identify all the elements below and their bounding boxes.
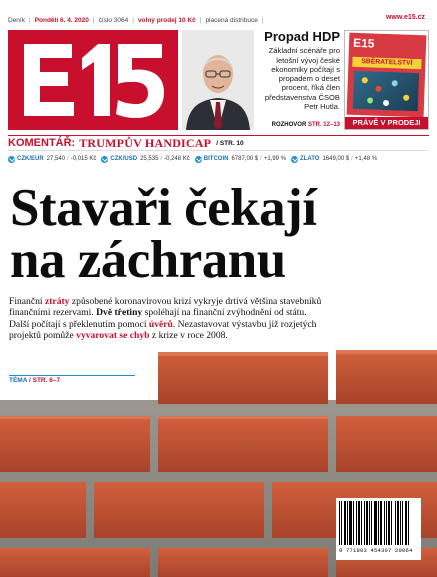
ticker-name: ZLATO [300,156,320,162]
barcode-bars [339,501,418,545]
ticker-item: CZK/EUR 27,540 / -0,015 Kč [8,156,96,163]
ticker-item: CZK/USD 25,535 / -0,248 Kč [101,156,189,163]
highlight-vyvarovat: vyvarovat se chyb [76,330,150,342]
tema-label: TÉMA [9,377,28,384]
top-story-text: Základní scénáře pro letošní vývoj české ekonomiky počítají s propadem o deset procent, říká člen představenstva ČSOB Petr Hutla. [264,46,340,111]
komentar-label: KOMENTÁŘ: [8,137,76,149]
ticker-value: 25,535 [140,156,159,162]
highlight-uveru: úvěrů [148,318,173,330]
supplement-cover [347,33,427,118]
website-link[interactable]: www.e15.cz [385,14,425,21]
barcode-number: 9 771803 454307 20064 [339,547,413,554]
top-story-headline: Propad HDP [264,29,340,44]
issue-number: číslo 3064 [98,16,129,24]
e15-logo [8,30,178,130]
ticker-change: +1,48 % [354,156,378,162]
ticker-icon [291,156,298,163]
top-story-ref-label: ROZHOVOR [271,122,307,128]
komentar-bar[interactable] [8,135,429,151]
ticker-change: -0,248 Kč [164,156,190,162]
market-ticker [8,153,429,165]
ticker-change: -0,015 Kč [70,156,97,162]
price: volný prodej 10 Kč [137,16,196,24]
ticker-change: +1,99 % [263,156,287,162]
supplement-cover-image [353,71,419,111]
barcode [336,498,421,560]
ticker-name: BITCOIN [203,156,229,162]
top-story-ref-pages: STR. 12–13 [307,122,340,128]
ticker-value: 1649,00 $ [322,156,350,162]
supplement-promo[interactable] [344,30,429,130]
ticker-icon [8,156,15,163]
supplement-logo: E15 [352,35,375,51]
supplement-badge: PRÁVĚ V PRODEJI [345,117,428,129]
ticker-icon [101,156,108,163]
masthead-bar: Deník | Pondělí 6. 4. 2020 | číslo 3064 | volný prodej 10 Kč | placená distribuce | www.e15.cz [8,14,425,24]
e15-logo-mark [18,38,168,122]
komentar-title: TRUMPŮV HANDICAP [79,135,212,150]
ticker-icon [195,156,202,163]
ticker-name: CZK/EUR [17,156,44,162]
main-headline-line-1: Stavaři čekají [10,179,317,237]
ticker-item: ZLATO 1649,00 $ / +1,48 % [291,156,377,163]
supplement-title: SBĚRATELSTVÍ [352,57,421,69]
portrait-illustration [182,30,254,130]
komentar-page: / STR. 10 [216,139,244,147]
issue-date: Pondělí 6. 4. 2020 [34,16,89,24]
ticker-value: 27,540 [46,156,66,162]
barcode-addon: 20064 [395,547,413,554]
ticker-item: BITCOIN 6787,00 $ / +1,99 % [195,156,286,163]
main-headline[interactable] [10,179,430,289]
top-story-reference [272,122,340,128]
highlight-dve-tretiny: Dvě třetiny [96,307,143,319]
distribution: placená distribuce [205,16,258,24]
tema-reference[interactable] [9,377,60,384]
ticker-value: 6787,00 $ [231,156,259,162]
tema-pages: / STR. 6–7 [29,377,61,384]
ticker-name: CZK/USD [110,156,138,162]
portrait-photo [182,30,254,130]
main-headline-line-2: na záchranu [10,231,286,289]
main-story-lead: Finanční ztráty způsobené koronavirovou krizí vykryje drtivá většina stavebníků finančními rezervami. Dvě třetiny spoléhají na finanční zvýhodnění od státu. Další počítají s překlenutím pomocí úvěrů. Nezastavovat výstavbu již rozjetých projektů pomůže vyvarovat se chyb z krize v roce 2008. [9,296,322,342]
tema-divider [9,375,135,376]
highlight-ztraty: ztráty [44,296,70,307]
publication-type: Deník [8,16,25,24]
top-story[interactable] [258,30,340,130]
